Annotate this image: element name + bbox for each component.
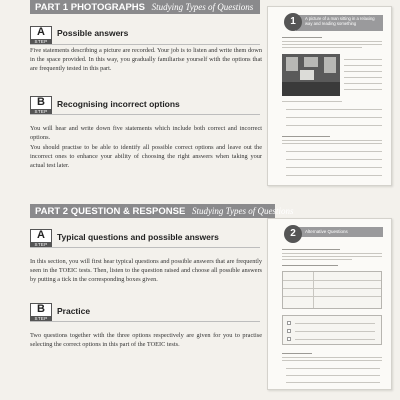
divider [30, 44, 260, 45]
thumbnail-banner: Alternative Questions [296, 227, 383, 237]
step-a-text: Five statements describing a picture are recorded. Your job is to listen and write them down in the space provided. In this way, you gradually familiarise yourself with the options that are frequently tested in this part. [30, 47, 262, 73]
step-a-title: Possible answers [57, 28, 129, 38]
answer-table [282, 315, 382, 345]
part2-header [30, 204, 294, 218]
step-a-badge [30, 229, 52, 248]
thumbnail-banner: A picture of a man sitting in a relaxing way and reading something [296, 15, 383, 31]
divider [30, 321, 260, 322]
step-b-title: Recognising incorrect options [57, 99, 180, 109]
step-a-title: Typical questions and possible answers [57, 232, 219, 242]
part2-subtitle: Studying Types of Questions [191, 206, 294, 216]
divider [30, 247, 260, 248]
step-b-badge [30, 303, 52, 322]
part1-number: PART 1 [35, 2, 69, 13]
step-b-text-2: You should practise to be able to identify all possible correct options and leave out the incorrect ones to enhance your ability of choosing the right answers when taking your actual test later. [30, 144, 262, 170]
step-letter: B [37, 96, 45, 108]
answer-table [282, 271, 382, 309]
divider [30, 114, 260, 115]
part1-header [30, 0, 260, 14]
step-b-text: Two questions together with the three options respectively are given for you to practise selecting the correct options in this part of the TOEIC tests. [30, 332, 262, 349]
step-b-text-1: You will hear and write down five statements which include both correct and incorrect options. [30, 125, 262, 142]
part1-subtitle: Studying Types of Questions [151, 2, 254, 12]
step-label: STEP [30, 316, 52, 322]
part2-title: QUESTION & RESPONSE [70, 206, 186, 217]
sample-page-thumbnail-2 [267, 218, 392, 390]
step-label: STEP [30, 39, 52, 45]
step-a-text: In this section, you will first hear typical questions and possible answers that are frequently seen in the TOEIC tests. Then, listen to the question raised and choose all possible answers by putting a tick in the corresponding boxes given. [30, 258, 262, 284]
step-letter: A [37, 229, 45, 241]
thumbnail-number-badge: 1 [284, 13, 302, 31]
step-a-badge [30, 26, 52, 45]
step-b-title: Practice [57, 306, 91, 316]
step-label: STEP [30, 109, 52, 115]
step-letter: A [37, 26, 45, 38]
step-label: STEP [30, 242, 52, 248]
part2-number: PART 2 [35, 206, 69, 217]
part1-title: PHOTOGRAPHS [70, 2, 145, 13]
step-b-badge [30, 96, 52, 115]
thumbnail-number-badge: 2 [284, 225, 302, 243]
office-photo [282, 54, 340, 96]
sample-page-thumbnail-1 [267, 6, 392, 186]
step-letter: B [37, 303, 45, 315]
